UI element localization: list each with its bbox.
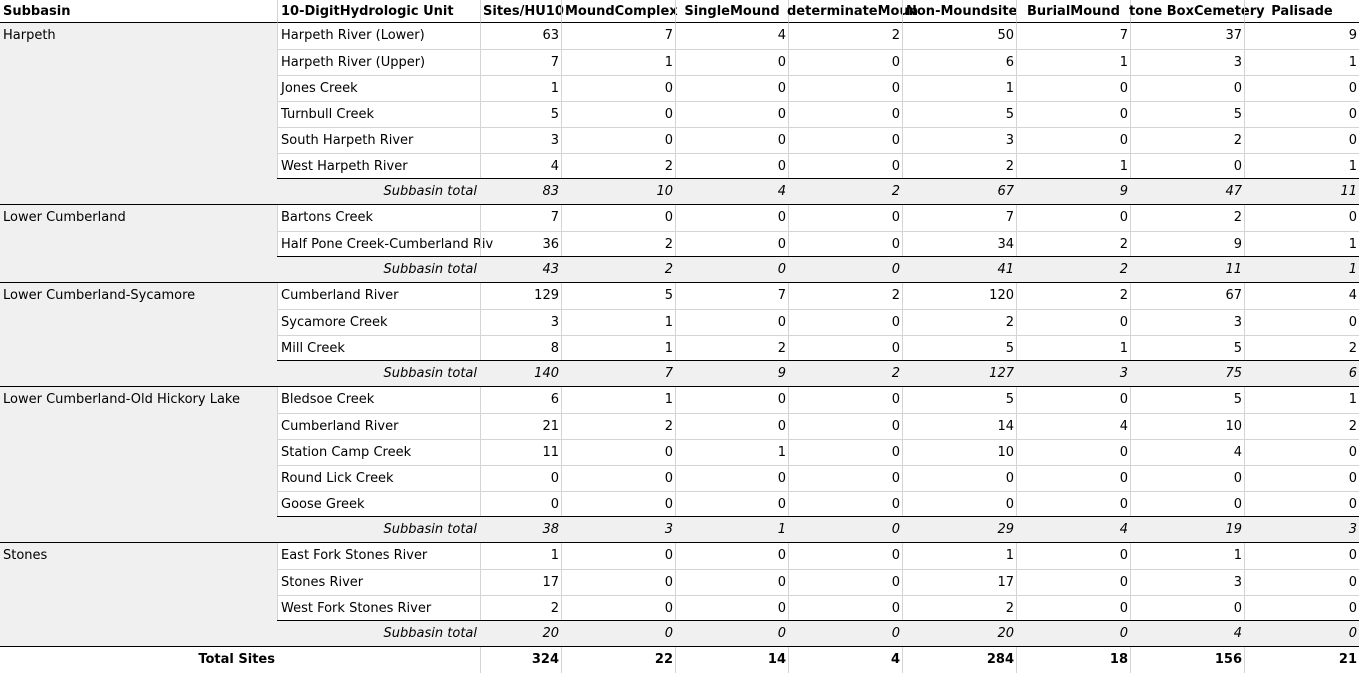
table-cell[interactable]: 0 xyxy=(1244,569,1359,595)
table-cell[interactable]: 37 xyxy=(1130,23,1244,49)
table-cell[interactable]: 0 xyxy=(1244,127,1359,153)
total-sites-cell[interactable]: 284 xyxy=(902,647,1016,673)
table-cell[interactable]: 7 xyxy=(480,205,561,231)
table-cell[interactable]: 2 xyxy=(561,153,675,179)
subbasin-total-cell[interactable]: 3 xyxy=(1244,517,1359,543)
table-cell[interactable]: 0 xyxy=(561,569,675,595)
table-cell[interactable]: 0 xyxy=(1244,101,1359,127)
hydrologic-unit-name[interactable]: Round Lick Creek xyxy=(277,465,480,491)
table-cell[interactable]: 0 xyxy=(1016,75,1130,101)
table-cell[interactable]: 0 xyxy=(788,465,902,491)
table-cell[interactable]: 0 xyxy=(1130,595,1244,621)
table-cell[interactable]: 1 xyxy=(480,543,561,569)
column-header[interactable]: Palisade xyxy=(1244,0,1359,23)
hydrologic-unit-name[interactable]: Sycamore Creek xyxy=(277,309,480,335)
hydrologic-unit-name[interactable]: Harpeth River (Upper) xyxy=(277,49,480,75)
table-cell[interactable]: 2 xyxy=(788,23,902,49)
table-cell[interactable]: 2 xyxy=(902,153,1016,179)
table-cell[interactable]: 1 xyxy=(1244,231,1359,257)
table-cell[interactable]: 2 xyxy=(1016,283,1130,309)
table-cell[interactable]: 10 xyxy=(902,439,1016,465)
column-header[interactable]: 10-DigitHydrologic Unit xyxy=(277,0,480,23)
table-cell[interactable]: 34 xyxy=(902,231,1016,257)
subbasin-total-cell[interactable]: 0 xyxy=(675,621,788,647)
total-sites-cell[interactable]: 21 xyxy=(1244,647,1359,673)
subbasin-total-cell[interactable]: 9 xyxy=(675,361,788,387)
table-cell[interactable]: 0 xyxy=(675,101,788,127)
table-cell[interactable]: 0 xyxy=(561,439,675,465)
subbasin-total-label[interactable]: Subbasin total xyxy=(277,361,480,387)
table-cell[interactable]: 2 xyxy=(561,413,675,439)
table-cell[interactable]: 0 xyxy=(561,127,675,153)
table-cell[interactable]: 0 xyxy=(788,439,902,465)
table-cell[interactable]: 2 xyxy=(902,595,1016,621)
table-cell[interactable]: 7 xyxy=(902,205,1016,231)
subbasin-total-cell[interactable]: 7 xyxy=(561,361,675,387)
table-cell[interactable]: 2 xyxy=(1244,413,1359,439)
subbasin-total-label[interactable]: Subbasin total xyxy=(277,517,480,543)
table-cell[interactable]: 0 xyxy=(788,153,902,179)
table-cell[interactable]: 2 xyxy=(480,595,561,621)
table-cell[interactable]: 2 xyxy=(1016,231,1130,257)
hydrologic-unit-name[interactable]: West Harpeth River xyxy=(277,153,480,179)
table-cell[interactable]: 0 xyxy=(1016,101,1130,127)
table-cell[interactable]: 0 xyxy=(561,205,675,231)
table-cell[interactable]: 4 xyxy=(1244,283,1359,309)
table-cell[interactable]: 1 xyxy=(675,439,788,465)
table-cell[interactable]: 1 xyxy=(1016,49,1130,75)
table-cell[interactable]: 7 xyxy=(480,49,561,75)
subbasin-total-cell[interactable]: 1 xyxy=(1244,257,1359,283)
table-cell[interactable]: 0 xyxy=(788,101,902,127)
table-cell[interactable]: 0 xyxy=(788,569,902,595)
subbasin-total-cell[interactable]: 4 xyxy=(675,179,788,205)
subbasin-total-cell[interactable]: 43 xyxy=(480,257,561,283)
hydrologic-unit-name[interactable]: Mill Creek xyxy=(277,335,480,361)
subbasin-total-cell[interactable]: 6 xyxy=(1244,361,1359,387)
subbasin-total-cell[interactable]: 0 xyxy=(1244,621,1359,647)
subbasin-total-cell[interactable]: 2 xyxy=(788,179,902,205)
table-cell[interactable]: 0 xyxy=(561,595,675,621)
hydrologic-unit-name[interactable]: Turnbull Creek xyxy=(277,101,480,127)
table-cell[interactable]: 6 xyxy=(902,49,1016,75)
table-cell[interactable]: 1 xyxy=(1244,49,1359,75)
table-cell[interactable]: 0 xyxy=(1244,205,1359,231)
subbasin-total-cell[interactable]: 2 xyxy=(561,257,675,283)
table-cell[interactable]: 1 xyxy=(1244,387,1359,413)
subbasin-total-cell[interactable]: 41 xyxy=(902,257,1016,283)
hydrologic-unit-name[interactable]: Stones River xyxy=(277,569,480,595)
table-cell[interactable]: 4 xyxy=(675,23,788,49)
table-cell[interactable]: 1 xyxy=(561,309,675,335)
table-cell[interactable]: 0 xyxy=(1016,127,1130,153)
table-cell[interactable]: 3 xyxy=(1130,569,1244,595)
subbasin-total-cell[interactable]: 0 xyxy=(675,257,788,283)
subbasin-total-cell[interactable]: 67 xyxy=(902,179,1016,205)
table-cell[interactable]: 3 xyxy=(1130,49,1244,75)
subbasin-total-cell[interactable]: 9 xyxy=(1016,179,1130,205)
subbasin-total-cell[interactable]: 20 xyxy=(902,621,1016,647)
table-cell[interactable]: 0 xyxy=(675,595,788,621)
table-cell[interactable]: 8 xyxy=(480,335,561,361)
column-header[interactable]: tone BoxCemetery xyxy=(1130,0,1244,23)
table-cell[interactable]: 0 xyxy=(675,75,788,101)
total-sites-cell[interactable]: 14 xyxy=(675,647,788,673)
subbasin-total-cell[interactable]: 0 xyxy=(788,517,902,543)
hydrologic-unit-name[interactable]: Station Camp Creek xyxy=(277,439,480,465)
table-cell[interactable]: 0 xyxy=(902,491,1016,517)
table-cell[interactable]: 0 xyxy=(675,387,788,413)
table-cell[interactable]: 1 xyxy=(561,387,675,413)
table-cell[interactable]: 0 xyxy=(1016,387,1130,413)
subbasin-total-cell[interactable]: 127 xyxy=(902,361,1016,387)
subbasin-total-cell[interactable]: 0 xyxy=(561,621,675,647)
total-sites-cell[interactable]: 4 xyxy=(788,647,902,673)
subbasin-total-cell[interactable]: 19 xyxy=(1130,517,1244,543)
hydrologic-unit-name[interactable]: West Fork Stones River xyxy=(277,595,480,621)
table-cell[interactable]: 0 xyxy=(675,465,788,491)
table-cell[interactable]: 67 xyxy=(1130,283,1244,309)
column-header[interactable]: Subbasin xyxy=(0,0,277,23)
table-cell[interactable]: 0 xyxy=(1244,595,1359,621)
table-cell[interactable]: 0 xyxy=(1016,309,1130,335)
subbasin-total-cell[interactable]: 4 xyxy=(1130,621,1244,647)
subbasin-name[interactable]: Lower Cumberland-Sycamore xyxy=(0,283,277,387)
table-cell[interactable]: 5 xyxy=(561,283,675,309)
table-cell[interactable]: 0 xyxy=(788,413,902,439)
subbasin-total-cell[interactable]: 140 xyxy=(480,361,561,387)
table-cell[interactable]: 9 xyxy=(1244,23,1359,49)
table-cell[interactable]: 0 xyxy=(788,231,902,257)
table-cell[interactable]: 0 xyxy=(561,101,675,127)
total-sites-label[interactable]: Total Sites xyxy=(198,652,275,667)
subbasin-total-cell[interactable]: 2 xyxy=(788,361,902,387)
table-cell[interactable]: 0 xyxy=(675,569,788,595)
table-cell[interactable]: 6 xyxy=(480,387,561,413)
column-header[interactable]: determinateMoun xyxy=(788,0,902,23)
subbasin-total-cell[interactable]: 0 xyxy=(1016,621,1130,647)
table-cell[interactable]: 2 xyxy=(902,309,1016,335)
table-cell[interactable]: 5 xyxy=(1130,387,1244,413)
table-cell[interactable]: 0 xyxy=(1130,491,1244,517)
table-cell[interactable]: 5 xyxy=(1130,335,1244,361)
table-cell[interactable]: 5 xyxy=(902,335,1016,361)
subbasin-total-label[interactable]: Subbasin total xyxy=(277,257,480,283)
table-cell[interactable]: 0 xyxy=(1016,569,1130,595)
table-cell[interactable]: 0 xyxy=(675,49,788,75)
subbasin-name[interactable]: Lower Cumberland-Old Hickory Lake xyxy=(0,387,277,543)
subbasin-name[interactable]: Lower Cumberland xyxy=(0,205,277,283)
subbasin-name[interactable]: Stones xyxy=(0,543,277,647)
column-header[interactable]: Non-Moundsite xyxy=(902,0,1016,23)
table-cell[interactable]: 0 xyxy=(1016,491,1130,517)
table-cell[interactable]: 11 xyxy=(480,439,561,465)
hydrologic-unit-name[interactable]: Jones Creek xyxy=(277,75,480,101)
subbasin-total-cell[interactable]: 0 xyxy=(788,621,902,647)
table-cell[interactable]: 129 xyxy=(480,283,561,309)
subbasin-total-cell[interactable]: 38 xyxy=(480,517,561,543)
table-cell[interactable]: 0 xyxy=(1130,465,1244,491)
table-cell[interactable]: 0 xyxy=(1016,439,1130,465)
table-cell[interactable]: 1 xyxy=(561,49,675,75)
hydrologic-unit-name[interactable]: South Harpeth River xyxy=(277,127,480,153)
subbasin-total-cell[interactable]: 0 xyxy=(788,257,902,283)
table-cell[interactable]: 0 xyxy=(561,75,675,101)
subbasin-total-cell[interactable]: 20 xyxy=(480,621,561,647)
hydrologic-unit-name[interactable]: Cumberland River xyxy=(277,413,480,439)
subbasin-total-cell[interactable]: 10 xyxy=(561,179,675,205)
table-cell[interactable]: 0 xyxy=(788,335,902,361)
table-cell[interactable]: 17 xyxy=(480,569,561,595)
table-cell[interactable]: 0 xyxy=(1016,465,1130,491)
table-cell[interactable]: 0 xyxy=(675,205,788,231)
table-cell[interactable]: 120 xyxy=(902,283,1016,309)
table-cell[interactable]: 0 xyxy=(675,153,788,179)
table-cell[interactable]: 2 xyxy=(561,231,675,257)
subbasin-total-cell[interactable]: 3 xyxy=(1016,361,1130,387)
table-cell[interactable]: 5 xyxy=(1130,101,1244,127)
hydrologic-unit-name[interactable]: Bartons Creek xyxy=(277,205,480,231)
column-header[interactable]: Sites/HU10 xyxy=(480,0,561,23)
table-cell[interactable]: 5 xyxy=(480,101,561,127)
table-cell[interactable]: 7 xyxy=(561,23,675,49)
table-cell[interactable]: 0 xyxy=(1244,543,1359,569)
table-cell[interactable]: 3 xyxy=(902,127,1016,153)
hydrologic-unit-name[interactable]: Half Pone Creek-Cumberland Riv xyxy=(277,231,480,257)
table-cell[interactable]: 0 xyxy=(788,387,902,413)
table-cell[interactable]: 0 xyxy=(788,491,902,517)
table-cell[interactable]: 0 xyxy=(1130,75,1244,101)
subbasin-total-cell[interactable]: 2 xyxy=(1016,257,1130,283)
total-sites-cell[interactable]: 18 xyxy=(1016,647,1130,673)
table-cell[interactable]: 1 xyxy=(1244,153,1359,179)
subbasin-total-cell[interactable]: 75 xyxy=(1130,361,1244,387)
hydrologic-unit-name[interactable]: Harpeth River (Lower) xyxy=(277,23,480,49)
column-header[interactable]: BurialMound xyxy=(1016,0,1130,23)
hydrologic-unit-name[interactable]: East Fork Stones River xyxy=(277,543,480,569)
table-cell[interactable]: 0 xyxy=(675,491,788,517)
table-cell[interactable]: 0 xyxy=(1130,153,1244,179)
table-cell[interactable]: 0 xyxy=(675,127,788,153)
table-cell[interactable]: 0 xyxy=(788,595,902,621)
subbasin-total-cell[interactable]: 11 xyxy=(1244,179,1359,205)
total-sites-cell[interactable]: 156 xyxy=(1130,647,1244,673)
table-cell[interactable]: 14 xyxy=(902,413,1016,439)
table-cell[interactable]: 0 xyxy=(561,543,675,569)
hydrologic-unit-name[interactable]: Cumberland River xyxy=(277,283,480,309)
table-cell[interactable]: 36 xyxy=(480,231,561,257)
table-cell[interactable]: 3 xyxy=(480,309,561,335)
table-cell[interactable]: 21 xyxy=(480,413,561,439)
subbasin-total-label[interactable]: Subbasin total xyxy=(277,179,480,205)
table-cell[interactable]: 1 xyxy=(480,75,561,101)
table-cell[interactable]: 0 xyxy=(1244,465,1359,491)
subbasin-total-cell[interactable]: 11 xyxy=(1130,257,1244,283)
table-cell[interactable]: 0 xyxy=(1244,491,1359,517)
table-cell[interactable]: 2 xyxy=(1130,127,1244,153)
table-cell[interactable]: 0 xyxy=(788,75,902,101)
table-cell[interactable]: 0 xyxy=(1244,439,1359,465)
table-cell[interactable]: 0 xyxy=(1016,595,1130,621)
table-cell[interactable]: 0 xyxy=(480,465,561,491)
table-cell[interactable]: 9 xyxy=(1130,231,1244,257)
subbasin-total-cell[interactable]: 83 xyxy=(480,179,561,205)
table-cell[interactable]: 0 xyxy=(675,543,788,569)
total-sites-cell[interactable]: 22 xyxy=(561,647,675,673)
table-cell[interactable]: 7 xyxy=(675,283,788,309)
table-cell[interactable]: 1 xyxy=(1130,543,1244,569)
table-cell[interactable]: 3 xyxy=(480,127,561,153)
table-cell[interactable]: 0 xyxy=(675,413,788,439)
subbasin-total-cell[interactable]: 4 xyxy=(1016,517,1130,543)
table-cell[interactable]: 1 xyxy=(902,75,1016,101)
table-cell[interactable]: 0 xyxy=(788,309,902,335)
table-cell[interactable]: 0 xyxy=(788,127,902,153)
table-cell[interactable]: 2 xyxy=(1130,205,1244,231)
subbasin-name[interactable]: Harpeth xyxy=(0,23,277,205)
column-header[interactable]: SingleMound xyxy=(675,0,788,23)
table-cell[interactable]: 0 xyxy=(788,205,902,231)
table-cell[interactable]: 2 xyxy=(788,283,902,309)
subbasin-total-cell[interactable]: 1 xyxy=(675,517,788,543)
table-cell[interactable]: 5 xyxy=(902,101,1016,127)
hydrologic-unit-name[interactable]: Goose Greek xyxy=(277,491,480,517)
table-cell[interactable]: 10 xyxy=(1130,413,1244,439)
table-cell[interactable]: 2 xyxy=(1244,335,1359,361)
table-cell[interactable]: 63 xyxy=(480,23,561,49)
table-cell[interactable]: 4 xyxy=(480,153,561,179)
subbasin-total-cell[interactable]: 29 xyxy=(902,517,1016,543)
table-cell[interactable]: 2 xyxy=(675,335,788,361)
table-cell[interactable]: 0 xyxy=(1016,205,1130,231)
table-cell[interactable]: 0 xyxy=(561,465,675,491)
table-cell[interactable]: 0 xyxy=(675,309,788,335)
column-header[interactable]: MoundComplex xyxy=(561,0,675,23)
table-cell[interactable]: 0 xyxy=(1244,309,1359,335)
table-cell[interactable]: 0 xyxy=(788,543,902,569)
table-cell[interactable]: 0 xyxy=(1244,75,1359,101)
table-cell[interactable]: 0 xyxy=(902,465,1016,491)
subbasin-total-cell[interactable]: 3 xyxy=(561,517,675,543)
subbasin-total-label[interactable]: Subbasin total xyxy=(277,621,480,647)
table-cell[interactable]: 0 xyxy=(788,49,902,75)
table-cell[interactable]: 1 xyxy=(902,543,1016,569)
table-cell[interactable]: 0 xyxy=(480,491,561,517)
table-cell[interactable]: 17 xyxy=(902,569,1016,595)
table-cell[interactable]: 3 xyxy=(1130,309,1244,335)
table-cell[interactable]: 50 xyxy=(902,23,1016,49)
subbasin-total-cell[interactable]: 47 xyxy=(1130,179,1244,205)
table-cell[interactable]: 0 xyxy=(675,231,788,257)
table-cell[interactable]: 7 xyxy=(1016,23,1130,49)
table-cell[interactable]: 0 xyxy=(1016,543,1130,569)
table-cell[interactable]: 1 xyxy=(561,335,675,361)
table-cell[interactable]: 1 xyxy=(1016,335,1130,361)
table-cell[interactable]: 4 xyxy=(1130,439,1244,465)
table-cell[interactable]: 4 xyxy=(1016,413,1130,439)
hydrologic-unit-name[interactable]: Bledsoe Creek xyxy=(277,387,480,413)
total-sites-cell[interactable]: 324 xyxy=(480,647,561,673)
table-cell[interactable]: 0 xyxy=(561,491,675,517)
table-cell[interactable]: 5 xyxy=(902,387,1016,413)
table-cell[interactable]: 1 xyxy=(1016,153,1130,179)
